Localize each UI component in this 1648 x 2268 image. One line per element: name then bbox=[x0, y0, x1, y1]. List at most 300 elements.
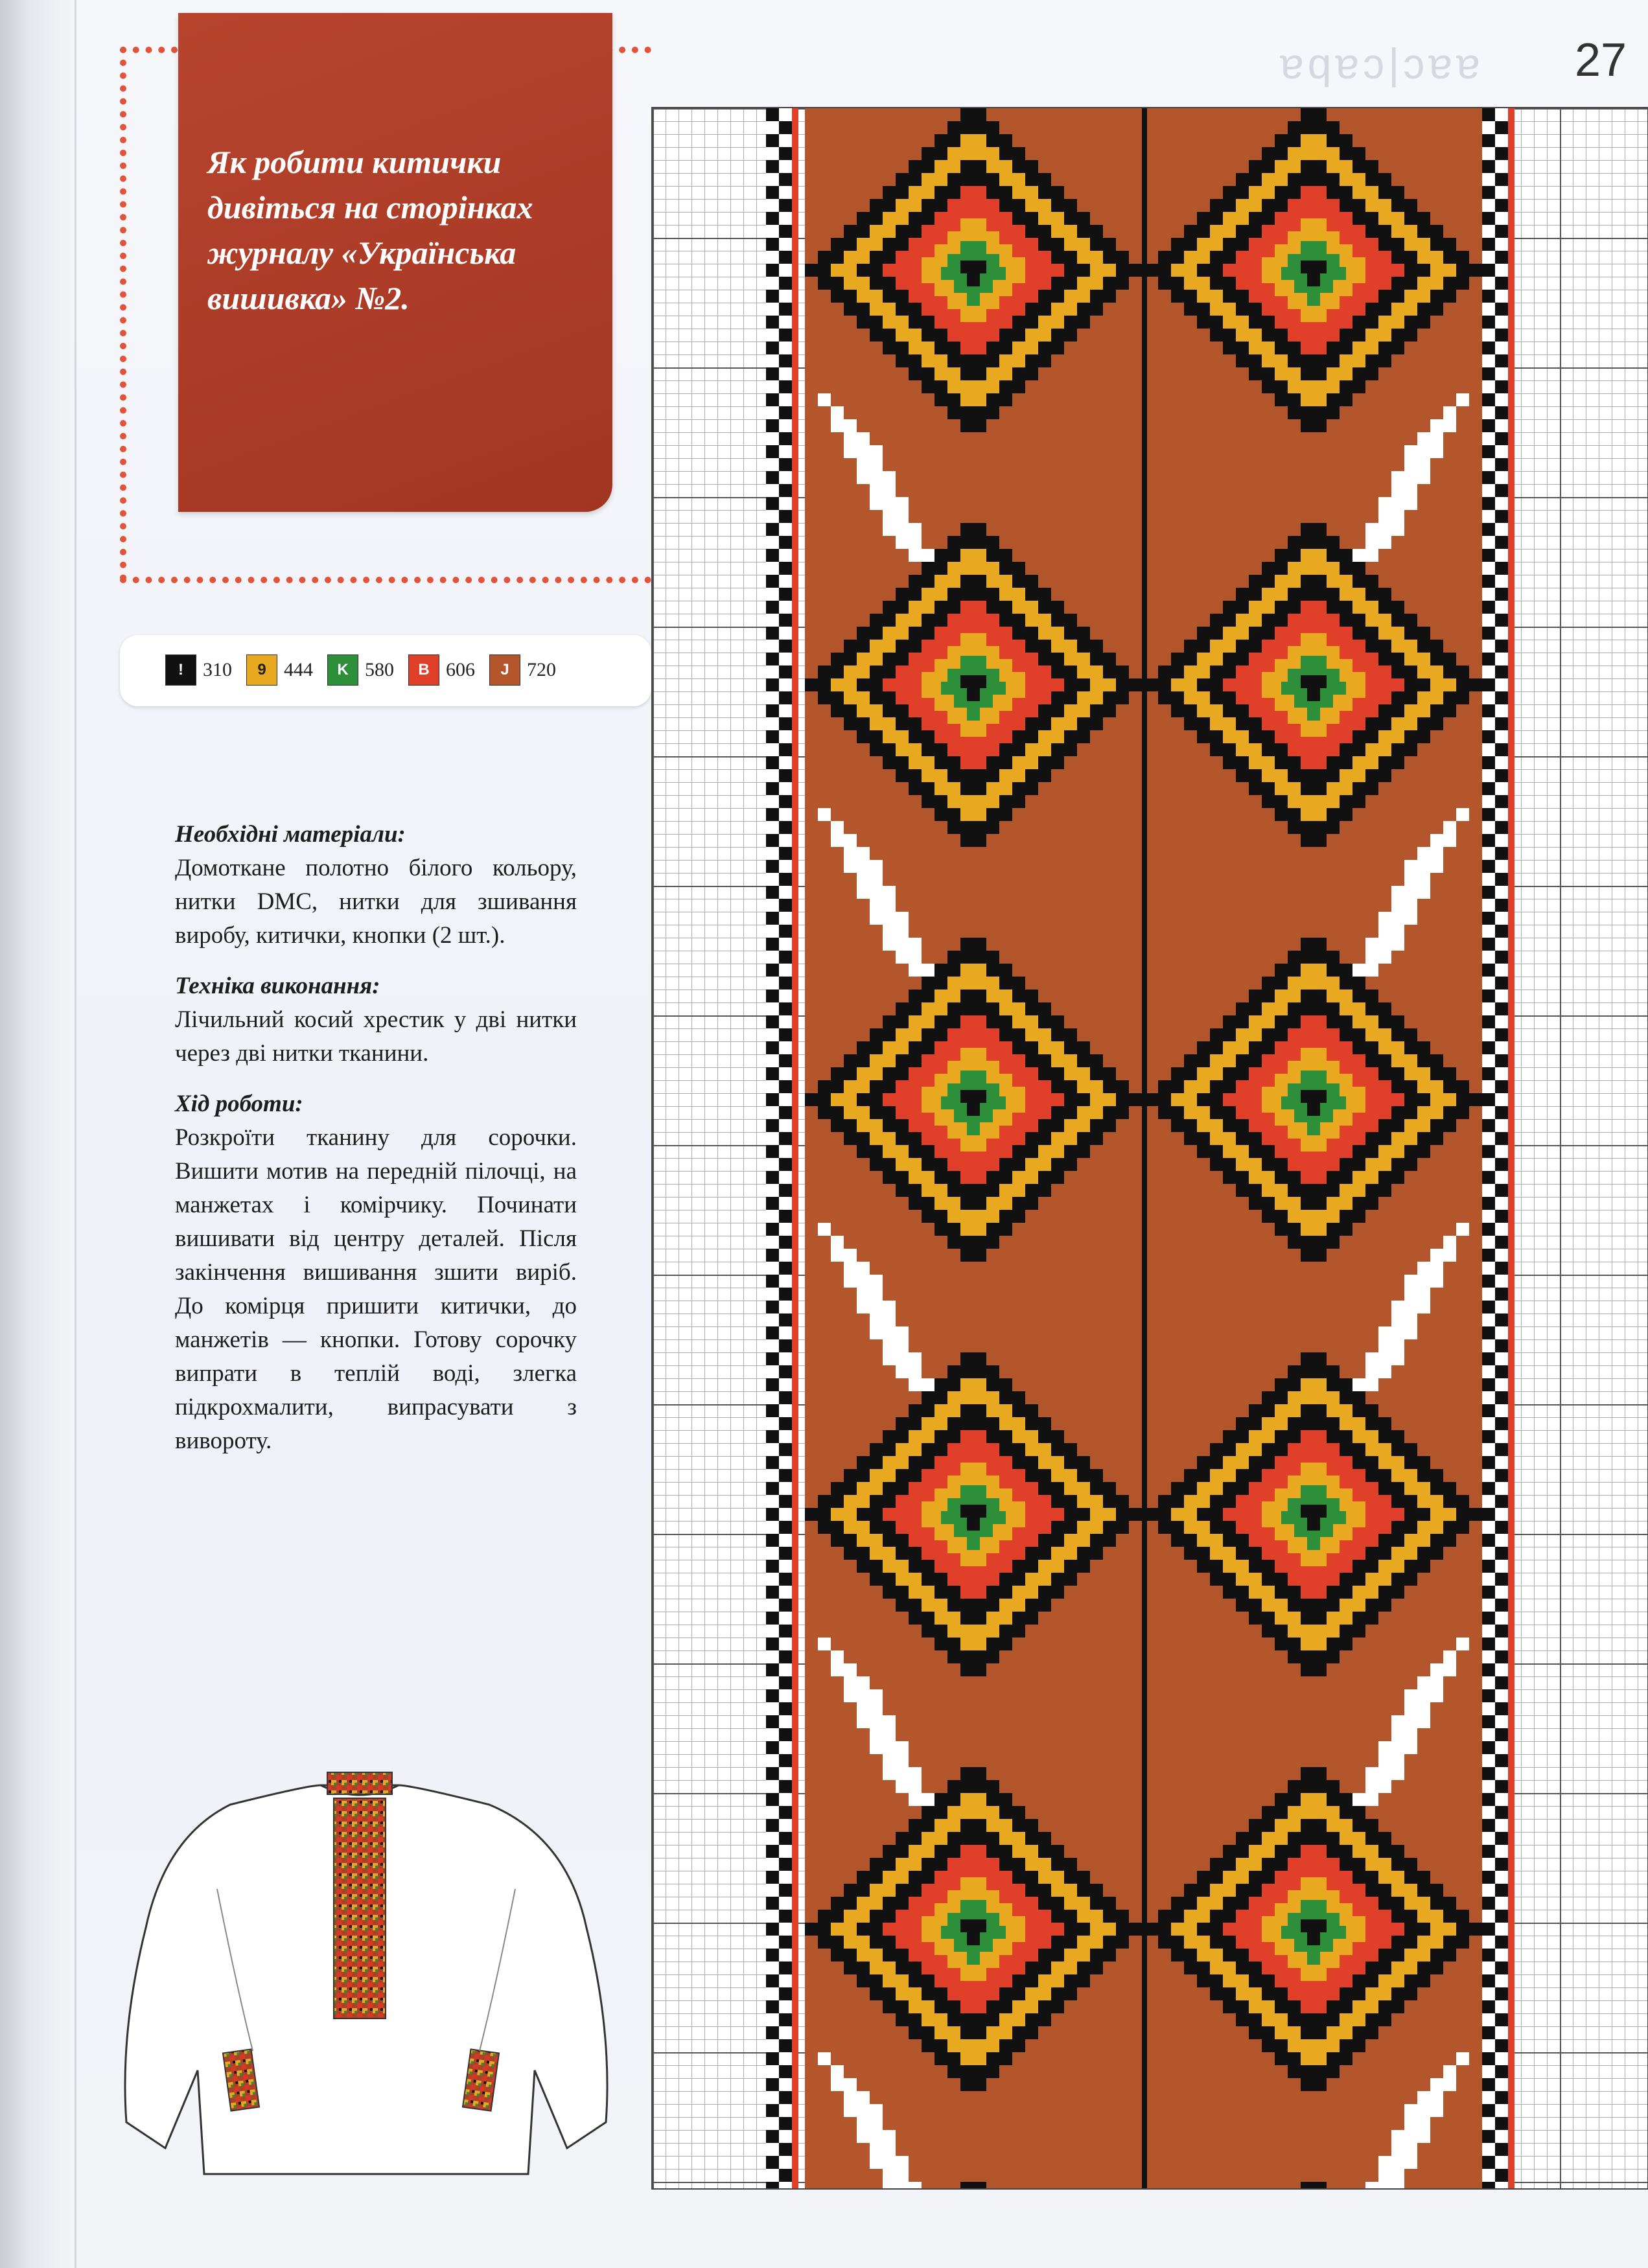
border-check-cell bbox=[766, 1301, 779, 1313]
motif-diamond-row bbox=[960, 1249, 986, 1262]
border-check-cell bbox=[766, 1249, 779, 1262]
border-check-cell bbox=[779, 756, 792, 769]
border-check-cell bbox=[779, 1443, 792, 1456]
border-red-line bbox=[792, 795, 798, 808]
border-check-cell bbox=[766, 977, 779, 989]
border-red-line bbox=[792, 1054, 798, 1067]
motif-diamond-row bbox=[1301, 656, 1327, 669]
border-check-cell bbox=[1495, 588, 1508, 601]
border-red-line bbox=[792, 497, 798, 510]
border-check-cell bbox=[1482, 134, 1495, 147]
motif-diamond-row bbox=[1301, 989, 1327, 1002]
border-red-line bbox=[1508, 1158, 1515, 1171]
motif-white-slash bbox=[1391, 1301, 1404, 1313]
border-check-cell bbox=[766, 1469, 779, 1482]
border-check-cell bbox=[766, 147, 779, 160]
border-check-cell bbox=[1482, 1119, 1495, 1132]
motif-white-slash bbox=[1391, 925, 1404, 938]
motif-diamond-row bbox=[947, 1158, 999, 1171]
motif-diamond-row bbox=[967, 273, 980, 286]
border-red-line bbox=[792, 2117, 798, 2130]
border-check-cell bbox=[1482, 1767, 1495, 1780]
motif-white-slash bbox=[1404, 1313, 1417, 1326]
border-red-line bbox=[1508, 1236, 1515, 1249]
motif-diamond-row bbox=[1288, 1210, 1340, 1223]
motif-white-slash bbox=[922, 1793, 934, 1806]
border-check-cell bbox=[766, 2065, 779, 2078]
border-red-line bbox=[1508, 782, 1515, 795]
border-check-cell bbox=[1495, 717, 1508, 730]
motif-diamond-row bbox=[960, 1586, 986, 1599]
border-check-cell bbox=[1495, 653, 1508, 665]
center-divider bbox=[1142, 108, 1147, 2188]
motif-diamond-row bbox=[1301, 2052, 1327, 2065]
border-red-line bbox=[792, 1832, 798, 1845]
border-check-cell bbox=[1482, 264, 1495, 277]
border-red-line bbox=[792, 1612, 798, 1625]
border-check-cell bbox=[1482, 1754, 1495, 1767]
motif-diamond-row bbox=[960, 523, 986, 536]
border-red-line bbox=[1508, 2039, 1515, 2052]
motif-diamond-row bbox=[1301, 1048, 1327, 1061]
border-check-cell bbox=[1495, 2104, 1508, 2117]
border-check-cell bbox=[1482, 2143, 1495, 2156]
motif-diamond-row bbox=[960, 575, 986, 588]
border-red-line bbox=[1508, 1469, 1515, 1482]
border-check-cell bbox=[766, 899, 779, 912]
border-check-cell bbox=[1495, 419, 1508, 432]
border-red-line bbox=[792, 899, 798, 912]
motif-diamond-row bbox=[1301, 160, 1327, 173]
border-red-line bbox=[792, 925, 798, 938]
border-check-cell bbox=[1495, 1754, 1508, 1767]
border-check-cell bbox=[766, 1547, 779, 1560]
border-check-cell bbox=[779, 1547, 792, 1560]
border-check-cell bbox=[1495, 303, 1508, 316]
border-check-cell bbox=[1495, 912, 1508, 925]
border-check-cell bbox=[1482, 1041, 1495, 1054]
border-check-cell bbox=[1482, 1858, 1495, 1871]
motif-diamond-row bbox=[947, 562, 999, 575]
border-red-line bbox=[1508, 2091, 1515, 2104]
border-red-line bbox=[1508, 925, 1515, 938]
border-red-line bbox=[1508, 912, 1515, 925]
motif-white-slash bbox=[909, 1793, 922, 1806]
border-red-line bbox=[792, 173, 798, 186]
motif-white-slash bbox=[1443, 834, 1456, 847]
border-check-cell bbox=[1495, 1495, 1508, 1508]
border-check-cell bbox=[779, 1612, 792, 1625]
motif-white-slash bbox=[857, 471, 870, 484]
motif-white-slash bbox=[909, 523, 922, 536]
border-red-line bbox=[1508, 1404, 1515, 1417]
motif-white-slash bbox=[1404, 2117, 1417, 2130]
border-check-cell bbox=[766, 2117, 779, 2130]
border-red-line bbox=[1508, 1987, 1515, 2000]
border-check-cell bbox=[1482, 1845, 1495, 1858]
border-red-line bbox=[1508, 147, 1515, 160]
border-red-line bbox=[1508, 1663, 1515, 1676]
motif-diamond-row bbox=[1301, 2000, 1327, 2013]
motif-white-slash bbox=[870, 2130, 883, 2143]
motif-white-slash bbox=[1391, 1313, 1404, 1326]
border-check-cell bbox=[766, 380, 779, 393]
border-check-cell bbox=[1482, 1534, 1495, 1547]
border-check-cell bbox=[766, 225, 779, 238]
border-red-line bbox=[792, 1301, 798, 1313]
motif-white-slash bbox=[896, 2182, 909, 2188]
border-check-cell bbox=[779, 1132, 792, 1145]
border-red-line bbox=[1508, 367, 1515, 380]
motif-white-slash bbox=[909, 1365, 922, 1378]
border-red-line bbox=[792, 2130, 798, 2143]
border-red-line bbox=[1508, 1650, 1515, 1663]
motif-white-slash bbox=[870, 899, 883, 912]
motif-diamond-row bbox=[960, 1663, 986, 1676]
border-red-line bbox=[1508, 1625, 1515, 1637]
motif-diamond-row bbox=[967, 1122, 980, 1135]
border-check-cell bbox=[766, 1262, 779, 1275]
border-check-cell bbox=[779, 1884, 792, 1897]
border-red-line bbox=[792, 1417, 798, 1430]
border-check-cell bbox=[779, 1391, 792, 1404]
motif-white-slash bbox=[1391, 510, 1404, 523]
motif-diamond-row bbox=[947, 977, 999, 989]
process-heading: Хід роботи: bbox=[175, 1091, 303, 1117]
motif-diamond-row bbox=[960, 1070, 986, 1083]
border-red-line bbox=[1508, 549, 1515, 562]
border-check-cell bbox=[766, 730, 779, 743]
motif-diamond-row bbox=[947, 769, 999, 782]
border-red-line bbox=[1508, 1339, 1515, 1352]
motif-white-slash bbox=[1456, 1223, 1469, 1236]
border-check-cell bbox=[1482, 290, 1495, 303]
motif-white-slash bbox=[883, 886, 896, 899]
legend-code: 580 bbox=[365, 659, 394, 680]
motif-diamond-row bbox=[960, 1430, 986, 1443]
border-check-cell bbox=[1495, 1223, 1508, 1236]
border-red-line bbox=[792, 523, 798, 536]
motif-diamond-row bbox=[1288, 1184, 1340, 1197]
motif-white-slash bbox=[818, 393, 831, 406]
border-check-cell bbox=[766, 1184, 779, 1197]
border-check-cell bbox=[1495, 1961, 1508, 1974]
motif-diamond-row bbox=[1288, 795, 1340, 808]
border-red-line bbox=[792, 808, 798, 821]
motif-white-slash bbox=[883, 2143, 896, 2156]
motif-white-slash bbox=[1430, 2091, 1443, 2104]
motif-white-slash bbox=[896, 938, 909, 951]
border-check-cell bbox=[1482, 1326, 1495, 1339]
motif-diamond-row bbox=[967, 708, 980, 721]
motif-white-slash bbox=[1378, 1741, 1391, 1754]
motif-white-slash bbox=[844, 1249, 857, 1262]
border-check-cell bbox=[779, 678, 792, 691]
motif-white-slash bbox=[1378, 497, 1391, 510]
border-check-cell bbox=[766, 1002, 779, 1015]
border-red-line bbox=[792, 1028, 798, 1041]
border-check-cell bbox=[766, 1378, 779, 1391]
border-red-line bbox=[792, 1910, 798, 1923]
motif-diamond-row bbox=[1288, 769, 1340, 782]
motif-diamond-row bbox=[1307, 1932, 1320, 1945]
motif-white-slash bbox=[1417, 2104, 1430, 2117]
border-check-cell bbox=[766, 1495, 779, 1508]
border-check-cell bbox=[1482, 1145, 1495, 1158]
motif-white-slash bbox=[1365, 523, 1378, 536]
motif-white-slash bbox=[831, 1249, 844, 1262]
border-check-cell bbox=[779, 2078, 792, 2091]
motif-white-slash bbox=[1352, 964, 1365, 977]
motif-diamond-row bbox=[1307, 1952, 1320, 1965]
border-check-cell bbox=[1482, 769, 1495, 782]
border-check-cell bbox=[1495, 886, 1508, 899]
border-check-cell bbox=[1495, 1871, 1508, 1884]
border-red-line bbox=[1508, 977, 1515, 989]
legend-swatch: K bbox=[327, 654, 358, 686]
border-red-line bbox=[1508, 938, 1515, 951]
motif-white-slash bbox=[870, 886, 883, 899]
border-check-cell bbox=[1495, 1184, 1508, 1197]
border-red-line bbox=[792, 2078, 798, 2091]
motif-white-slash bbox=[1430, 860, 1443, 873]
motif-white-slash bbox=[896, 1365, 909, 1378]
motif-white-slash bbox=[818, 1223, 831, 1236]
border-check-cell bbox=[1482, 1482, 1495, 1495]
border-check-cell bbox=[1495, 1949, 1508, 1961]
border-check-cell bbox=[1482, 121, 1495, 134]
border-check-cell bbox=[779, 186, 792, 199]
border-check-cell bbox=[779, 497, 792, 510]
border-check-cell bbox=[766, 989, 779, 1002]
border-red-line bbox=[1508, 2182, 1515, 2188]
border-check-cell bbox=[766, 575, 779, 588]
border-check-cell bbox=[1495, 264, 1508, 277]
motif-diamond-row bbox=[1301, 1553, 1327, 1566]
motif-diamond-row bbox=[1288, 1443, 1340, 1456]
border-red-line bbox=[792, 1961, 798, 1974]
border-check-cell bbox=[779, 1430, 792, 1443]
border-check-cell bbox=[766, 691, 779, 704]
border-check-cell bbox=[1495, 1106, 1508, 1119]
border-red-line bbox=[792, 575, 798, 588]
border-check-cell bbox=[1495, 640, 1508, 653]
border-check-cell bbox=[779, 393, 792, 406]
motif-diamond-row bbox=[967, 293, 980, 306]
border-check-cell bbox=[1482, 354, 1495, 367]
motif-diamond-row bbox=[960, 756, 986, 769]
border-red-line bbox=[1508, 2104, 1515, 2117]
border-check-cell bbox=[1482, 730, 1495, 743]
border-check-cell bbox=[779, 1702, 792, 1715]
border-red-line bbox=[1508, 1223, 1515, 1236]
border-red-line bbox=[792, 834, 798, 847]
motif-diamond-row bbox=[1301, 938, 1327, 951]
border-red-line bbox=[1508, 303, 1515, 316]
border-check-cell bbox=[1495, 1080, 1508, 1093]
motif-white-slash bbox=[883, 2130, 896, 2143]
border-check-cell bbox=[766, 795, 779, 808]
border-check-cell bbox=[1482, 2065, 1495, 2078]
border-red-line bbox=[792, 1884, 798, 1897]
motif-diamond-row bbox=[960, 782, 986, 795]
motif-diamond-row bbox=[960, 964, 986, 977]
motif-white-slash bbox=[1430, 2078, 1443, 2091]
border-red-line bbox=[1508, 1573, 1515, 1586]
border-red-line bbox=[792, 1625, 798, 1637]
motif-white-slash bbox=[870, 1326, 883, 1339]
motif-white-slash bbox=[1430, 1249, 1443, 1262]
border-check-cell bbox=[1495, 380, 1508, 393]
border-check-cell bbox=[766, 1573, 779, 1586]
border-check-cell bbox=[779, 2052, 792, 2065]
border-check-cell bbox=[766, 1145, 779, 1158]
border-check-cell bbox=[779, 743, 792, 756]
technique-heading: Техніка виконання: bbox=[175, 973, 380, 999]
border-red-line bbox=[1508, 1715, 1515, 1728]
motif-white-slash bbox=[883, 1352, 896, 1365]
motif-diamond-row bbox=[960, 1463, 986, 1475]
border-check-cell bbox=[1482, 1132, 1495, 1145]
border-check-cell bbox=[766, 925, 779, 938]
border-red-line bbox=[1508, 1767, 1515, 1780]
border-check-cell bbox=[1495, 212, 1508, 225]
border-check-cell bbox=[1495, 458, 1508, 471]
motif-diamond-row bbox=[947, 1987, 999, 2000]
border-check-cell bbox=[1495, 1689, 1508, 1702]
motif-white-slash bbox=[870, 912, 883, 925]
motif-diamond-row bbox=[1301, 241, 1327, 254]
motif-diamond-row bbox=[1288, 2065, 1340, 2078]
motif-white-slash bbox=[1404, 860, 1417, 873]
border-check-cell bbox=[766, 2156, 779, 2169]
border-red-line bbox=[792, 743, 798, 756]
motif-white-slash bbox=[1391, 912, 1404, 925]
border-check-cell bbox=[1482, 912, 1495, 925]
motif-white-slash bbox=[1391, 484, 1404, 497]
motif-white-slash bbox=[1352, 1378, 1365, 1391]
border-check-cell bbox=[766, 1754, 779, 1767]
border-red-line bbox=[1508, 834, 1515, 847]
motif-white-slash bbox=[857, 458, 870, 471]
border-check-cell bbox=[779, 1573, 792, 1586]
border-check-cell bbox=[1495, 225, 1508, 238]
border-red-line bbox=[792, 1275, 798, 1288]
motif-white-slash bbox=[1430, 445, 1443, 458]
border-check-cell bbox=[1495, 1534, 1508, 1547]
border-red-line bbox=[792, 2104, 798, 2117]
motif-white-slash bbox=[883, 912, 896, 925]
border-red-line bbox=[792, 536, 798, 549]
motif-white-slash bbox=[844, 432, 857, 445]
border-red-line bbox=[1508, 601, 1515, 614]
motif-diamond-row bbox=[1288, 1158, 1340, 1171]
border-red-line bbox=[1508, 251, 1515, 264]
motif-white-slash bbox=[896, 1339, 909, 1352]
motif-white-slash bbox=[844, 1689, 857, 1702]
border-check-cell bbox=[766, 549, 779, 562]
motif-diamond-row bbox=[1301, 523, 1327, 536]
border-red-line bbox=[792, 1650, 798, 1663]
motif-white-slash bbox=[1378, 925, 1391, 938]
motif-white-slash bbox=[857, 1676, 870, 1689]
motif-white-slash bbox=[1378, 2169, 1391, 2182]
border-red-line bbox=[792, 951, 798, 964]
border-check-cell bbox=[1495, 329, 1508, 341]
motif-diamond-row bbox=[947, 1365, 999, 1378]
motif-white-slash bbox=[1404, 1715, 1417, 1728]
motif-white-slash bbox=[1404, 445, 1417, 458]
border-check-cell bbox=[1482, 1793, 1495, 1806]
border-red-line bbox=[792, 199, 798, 212]
border-check-cell bbox=[1495, 1469, 1508, 1482]
border-red-line bbox=[1508, 1326, 1515, 1339]
border-check-cell bbox=[1495, 1404, 1508, 1417]
motif-white-slash bbox=[870, 860, 883, 873]
border-check-cell bbox=[1495, 1741, 1508, 1754]
border-check-cell bbox=[779, 380, 792, 393]
border-red-line bbox=[792, 717, 798, 730]
border-check-cell bbox=[1495, 601, 1508, 614]
motif-diamond-row bbox=[1301, 834, 1327, 847]
border-red-line bbox=[1508, 756, 1515, 769]
border-red-line bbox=[1508, 1897, 1515, 1910]
border-red-line bbox=[792, 627, 798, 640]
border-red-line bbox=[1508, 886, 1515, 899]
border-check-cell bbox=[766, 1534, 779, 1547]
page-number: 27 bbox=[1575, 34, 1627, 86]
border-check-cell bbox=[779, 782, 792, 795]
border-red-line bbox=[1508, 212, 1515, 225]
motif-diamond-row bbox=[947, 821, 999, 834]
border-red-line bbox=[792, 1482, 798, 1495]
border-red-line bbox=[1508, 1637, 1515, 1650]
border-check-cell bbox=[766, 1728, 779, 1741]
border-check-cell bbox=[1482, 1612, 1495, 1625]
border-red-line bbox=[792, 1249, 798, 1262]
border-red-line bbox=[1508, 588, 1515, 601]
border-check-cell bbox=[766, 2143, 779, 2156]
border-check-cell bbox=[766, 458, 779, 471]
border-red-line bbox=[1508, 277, 1515, 290]
border-check-cell bbox=[779, 575, 792, 588]
border-check-cell bbox=[779, 989, 792, 1002]
border-check-cell bbox=[1495, 1702, 1508, 1715]
border-check-cell bbox=[1495, 989, 1508, 1002]
motif-white-slash bbox=[1378, 2182, 1391, 2188]
motif-diamond-row bbox=[947, 951, 999, 964]
border-red-line bbox=[792, 277, 798, 290]
motif-diamond-row bbox=[1288, 977, 1340, 989]
motif-white-slash bbox=[1417, 1262, 1430, 1275]
border-red-line bbox=[1508, 1741, 1515, 1754]
border-red-line bbox=[1508, 510, 1515, 523]
border-check-cell bbox=[1482, 1508, 1495, 1521]
border-red-line bbox=[792, 1326, 798, 1339]
border-check-cell bbox=[766, 1093, 779, 1106]
border-check-cell bbox=[1482, 1495, 1495, 1508]
border-check-cell bbox=[779, 1067, 792, 1080]
motif-diamond-row bbox=[947, 1573, 999, 1586]
border-check-cell bbox=[1495, 847, 1508, 860]
border-red-line bbox=[1508, 432, 1515, 445]
border-check-cell bbox=[779, 1767, 792, 1780]
border-red-line bbox=[1508, 393, 1515, 406]
motif-diamond-row bbox=[1288, 1832, 1340, 1845]
border-check-cell bbox=[1495, 2000, 1508, 2013]
border-check-cell bbox=[1482, 432, 1495, 445]
border-check-cell bbox=[1482, 1715, 1495, 1728]
